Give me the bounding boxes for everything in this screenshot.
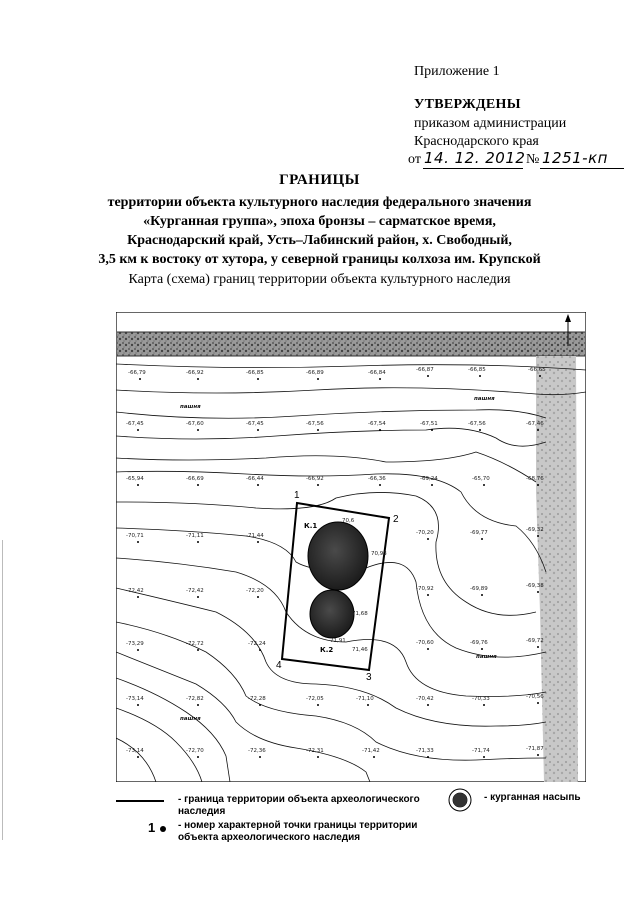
elevation-point-dot: [427, 594, 429, 596]
elevation-point-dot: [479, 375, 481, 377]
elevation-point-dot: [379, 429, 381, 431]
elevation-label: -71,87: [526, 746, 544, 752]
elevation-label: -69,38: [526, 583, 544, 589]
boundary-point-number: 1: [294, 490, 300, 501]
elevation-point-dot: [317, 756, 319, 758]
boundary-point-number: 4: [276, 660, 282, 671]
elevation-point-dot: [317, 429, 319, 431]
elevation-label: -70,33: [472, 696, 490, 702]
elevation-label: -68,76: [526, 476, 544, 482]
elevation-label: -73,29: [126, 641, 144, 647]
elevation-point-dot: [197, 541, 199, 543]
elevation-label: -69,24: [420, 476, 438, 482]
elevation-label: -67,56: [306, 421, 324, 427]
elevation-label: -67,46: [526, 421, 544, 427]
elevation-point-dot: [137, 484, 139, 486]
elevation-point-dot: [137, 541, 139, 543]
mound-elevation: 71,91: [330, 638, 346, 644]
elevation-point-dot: [479, 429, 481, 431]
elevation-point-dot: [537, 484, 539, 486]
elevation-point-dot: [257, 378, 259, 380]
elevation-label: -69,76: [470, 640, 488, 646]
elevation-label: -66,69: [186, 476, 204, 482]
elevation-point-dot: [317, 484, 319, 486]
elevation-point-dot: [197, 704, 199, 706]
elevation-point-dot: [481, 648, 483, 650]
elevation-label: -66,92: [306, 476, 324, 482]
elevation-point-dot: [537, 754, 539, 756]
elevation-label: -72,42: [186, 588, 204, 594]
elevation-label: -69,77: [470, 530, 488, 536]
elevation-point-dot: [197, 484, 199, 486]
elevation-label: -67,51: [420, 421, 438, 427]
elevation-label: -66,85: [246, 370, 264, 376]
elevation-point-dot: [427, 704, 429, 706]
elevation-point-dot: [373, 756, 375, 758]
elevation-label: -67,45: [246, 421, 264, 427]
elevation-point-dot: [197, 756, 199, 758]
appendix-label: Приложение 1: [414, 64, 500, 79]
date-underline: [423, 168, 523, 169]
elevation-point-dot: [539, 375, 541, 377]
elevation-point-dot: [257, 541, 259, 543]
date-prefix: от: [408, 152, 421, 167]
elevation-point-dot: [317, 378, 319, 380]
elevation-point-dot: [427, 538, 429, 540]
elevation-label: -72,42: [126, 588, 144, 594]
elevation-point-dot: [427, 375, 429, 377]
elevation-point-dot: [481, 594, 483, 596]
elevation-point-dot: [431, 429, 433, 431]
number-underline: [540, 168, 624, 169]
legend-point-dot-icon: [160, 826, 166, 832]
elevation-point-dot: [137, 756, 139, 758]
elevation-point-dot: [137, 704, 139, 706]
elevation-label: -70,60: [416, 640, 434, 646]
elevation-label: -67,45: [126, 421, 144, 427]
elevation-label: -71,44: [246, 533, 264, 539]
road-strip: [117, 332, 585, 356]
elevation-point-dot: [367, 704, 369, 706]
elevation-point-dot: [537, 429, 539, 431]
elevation-label: -66,87: [416, 367, 434, 373]
elevation-point-dot: [257, 596, 259, 598]
elevation-label: -70,56: [526, 694, 544, 700]
elevation-point-dot: [197, 378, 199, 380]
field-label: пашня: [180, 716, 201, 722]
mound-label: К.1: [304, 522, 318, 530]
field-label: пашня: [474, 396, 495, 402]
elevation-label: -72,05: [306, 696, 324, 702]
elevation-point-dot: [431, 484, 433, 486]
handwritten-date: 14. 12. 2012: [424, 149, 526, 167]
mound-elevation: 71,46: [352, 647, 368, 653]
elevation-label: -72,82: [186, 696, 204, 702]
date-number-line: [408, 148, 628, 172]
elevation-label: -72,70: [186, 748, 204, 754]
elevation-label: -66,36: [368, 476, 386, 482]
elevation-point-dot: [197, 596, 199, 598]
elevation-label: -66,85: [468, 367, 486, 373]
elevation-point-dot: [483, 704, 485, 706]
elevation-point-dot: [259, 756, 261, 758]
title-line-4: 3,5 км к востоку от хутора, у северной границы колхоза им. Крупской: [98, 252, 541, 267]
elevation-point-dot: [537, 702, 539, 704]
handwritten-number: 1251-кп: [542, 149, 608, 167]
elevation-point-dot: [537, 646, 539, 648]
order-line: приказом администрации: [414, 116, 567, 131]
elevation-label: -67,56: [468, 421, 486, 427]
elevation-point-dot: [257, 429, 259, 431]
elevation-label: -69,89: [470, 586, 488, 592]
elevation-point-dot: [137, 429, 139, 431]
elevation-label: -70,92: [416, 586, 434, 592]
elevation-point-dot: [427, 648, 429, 650]
elevation-point-dot: [379, 484, 381, 486]
elevation-label: -65,70: [472, 476, 490, 482]
boundary-point-number: 3: [366, 672, 372, 683]
elevation-label: -70,20: [416, 530, 434, 536]
title-block: [0, 172, 639, 269]
legend-boundary-text: - граница территории объекта археологического наследия: [178, 794, 420, 817]
elevation-label: -71,11: [186, 533, 204, 539]
elevation-point-dot: [427, 756, 429, 758]
elevation-label: -72,36: [248, 748, 266, 754]
elevation-point-dot: [483, 484, 485, 486]
elevation-label: -71,33: [416, 748, 434, 754]
mound-elevation: 71,68: [352, 611, 368, 617]
elevation-label: -71,10: [356, 696, 374, 702]
boundary-map: [116, 312, 586, 782]
elevation-label: -66,79: [128, 370, 146, 376]
mound-k1: [308, 522, 368, 590]
elevation-label: -66,84: [368, 370, 386, 376]
mound-elevation: 70,6: [342, 518, 355, 524]
legend-mound-icon: [448, 788, 472, 812]
elevation-label: -71,74: [472, 748, 490, 754]
elevation-point-dot: [537, 591, 539, 593]
elevation-label: -72,20: [246, 588, 264, 594]
elevation-label: -66,65: [528, 367, 546, 373]
elevation-label: -67,54: [368, 421, 386, 427]
field-label: пашня: [476, 654, 497, 660]
title-line-3: Краснодарский край, Усть–Лабинский район, х. Свободный,: [127, 233, 512, 248]
elevation-label: -72,28: [248, 696, 266, 702]
elevation-label: -70,42: [416, 696, 434, 702]
elevation-label: -70,71: [126, 533, 144, 539]
legend-point-number: 1: [148, 820, 156, 835]
elevation-point-dot: [379, 378, 381, 380]
elevation-label: -73,14: [126, 696, 144, 702]
elevation-point-dot: [257, 484, 259, 486]
approved-heading: УТВЕРЖДЕНЫ: [414, 97, 521, 112]
elevation-label: -66,44: [246, 476, 264, 482]
elevation-label: -72,31: [306, 748, 324, 754]
elevation-label: -72,72: [186, 641, 204, 647]
elevation-point-dot: [197, 429, 199, 431]
elevation-point-dot: [259, 704, 261, 706]
elevation-point-dot: [137, 649, 139, 651]
number-prefix: №: [526, 152, 540, 167]
elevation-label: -69,72: [526, 638, 544, 644]
elevation-label: -72,24: [248, 641, 266, 647]
title-main: ГРАНИЦЫ: [279, 172, 360, 188]
elevation-point-dot: [481, 538, 483, 540]
elevation-label: -66,89: [306, 370, 324, 376]
elevation-label: -67,60: [186, 421, 204, 427]
elevation-point-dot: [317, 704, 319, 706]
elevation-point-dot: [537, 535, 539, 537]
mound-elevation: 70,93: [371, 551, 387, 557]
elevation-label: -66,92: [186, 370, 204, 376]
elevation-point-dot: [259, 649, 261, 651]
title-line-1: территории объекта культурного наследия федерального значения: [107, 195, 532, 210]
field-label: пашня: [180, 404, 201, 410]
elevation-label: -65,94: [126, 476, 144, 482]
elevation-label: -73,14: [126, 748, 144, 754]
elevation-point-dot: [197, 649, 199, 651]
legend-point-text: - номер характерной точки границы территории объекта археологического наследия: [178, 820, 418, 843]
legend-mound-text: - курганная насыпь: [484, 792, 581, 803]
elevation-label: -71,42: [362, 748, 380, 754]
elevation-point-dot: [137, 596, 139, 598]
scan-edge: [2, 540, 3, 840]
elevation-label: -69,32: [526, 527, 544, 533]
title-line-2: «Курганная группа», эпоха бронзы – сарматское время,: [143, 214, 496, 229]
elevation-point-dot: [139, 378, 141, 380]
mound-label: К.2: [320, 646, 334, 654]
region-line: Краснодарского края: [414, 134, 539, 149]
legend-boundary-line: [116, 800, 164, 802]
mound-k2: [310, 590, 354, 638]
map-caption: Карта (схема) границ территории объекта культурного наследия: [128, 272, 511, 287]
elevation-point-dot: [483, 756, 485, 758]
boundary-point-number: 2: [393, 514, 399, 525]
